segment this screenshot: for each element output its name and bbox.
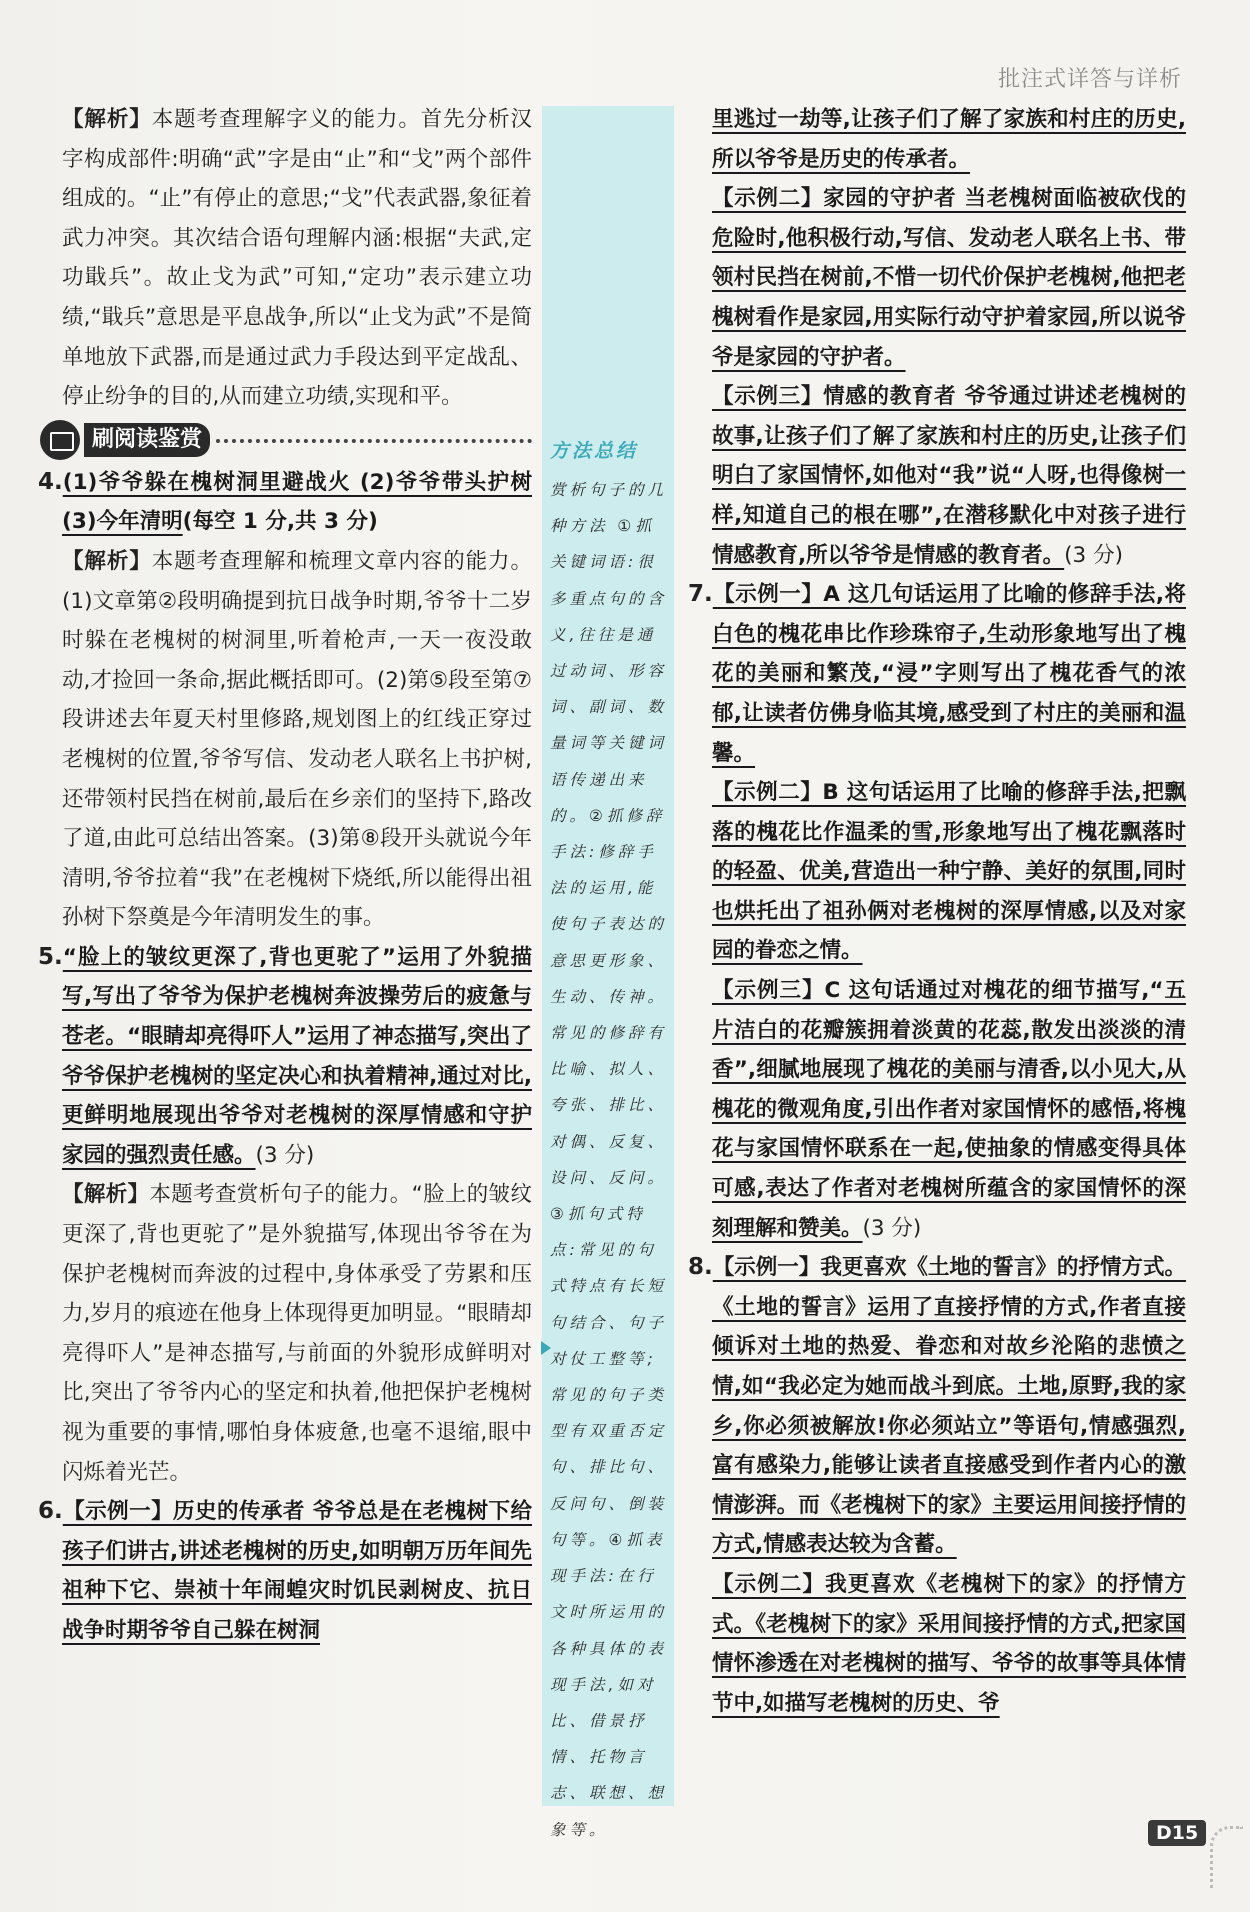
answer-text: 【示例一】历史的传承者 爷爷总是在老槐树下给孩子们讲古,讲述老槐树的历史,如明朝万历年间先祖种下它、崇祯十年闹蝗灾时饥民剥树皮、抗日战争时期爷爷自己躲在树洞 — [62, 1499, 532, 1643]
corner-decoration — [1210, 1826, 1243, 1889]
question-5-analysis — [62, 1175, 532, 1492]
analysis-paragraph — [62, 100, 532, 417]
question-7-example-3 — [712, 971, 1186, 1248]
answer-text: “脸上的皱纹更深了,背也更驼了”运用了外貌描写,写出了爷爷为保护老槐树奔波操劳后的疲惫与苍老。“眼睛却亮得吓人”运用了神态描写,突出了爷爷保护老槐树的坚定决心和执着精神,通过对比,更鲜明地展现出爷爷对老槐树的深厚情感和守护家园的强烈责任感。 — [62, 944, 532, 1168]
method-summary-text: 赏析句子的几种方法 ①抓关键词语:很多重点句的含义,往往是通过动词、形容词、副词、数量词等关键词语传递出来的。②抓修辞手法:修辞手法的运用,能使句子表达的意思更形象、生动、传神。常见的修辞有比喻、拟人、夸张、排比、对偶、反复、设问、反问。③抓句式特点:常见的句式特点有长短句结合、句子对仗工整等;常见的句子类型有双重否定句、排比句、反问句、倒装句等。④抓表现手法:在行文时所运用的各种具体的表现手法,如对比、借景抒情、托物言志、联想、想象等。 — [550, 481, 668, 1839]
score-text: (3 分) — [255, 1142, 315, 1168]
question-7 — [688, 575, 1186, 773]
analysis-tag: 【解析】 — [62, 107, 152, 132]
analysis-text: 本题考查理解字义的能力。首先分析汉字构成部件:明确“武”字是由“止”和“戈”两个部件组成的。“止”有停止的意思;“戈”代表武器,象征着武力冲突。其次结合语句理解内涵:根据“夫武,定功戢兵”。故止戈为武”可知,“定功”表示建立功绩,“戢兵”意思是平息战争,所以“止戈为武”不是简单地放下武器,而是通过武力手段达到平定战乱、停止纷争的目的,从而建立功绩,实现和平。 — [62, 107, 532, 410]
page-number: D15 — [1148, 1820, 1206, 1846]
answer-text: 【示例三】C 这句话通过对槐花的细节描写,“五片洁白的花瓣簇拥着淡黄的花蕊,散发出淡淡的清香”,细腻地展现了槐花的美丽与清香,以小见大,从槐花的微观角度,引出作者对家国情怀的感悟,将槐花与家国情怀联系在一起,使抽象的情感变得具体可感,表达了作者对老槐树所蕴含的家国情怀的深刻理解和赞美。 — [712, 978, 1186, 1241]
answer-text: 【示例一】A 这几句话运用了比喻的修辞手法,将白色的槐花串比作珍珠帘子,生动形象地写出了槐花的美丽和繁茂,“浸”字则写出了槐花香气的浓郁,让读者仿佛身临其境,感受到了村庄的美丽和温馨。 — [712, 582, 1186, 766]
question-number: 7. — [688, 581, 713, 608]
analysis-tag: 【解析】 — [62, 548, 152, 574]
right-column — [688, 100, 1186, 1723]
section-header — [40, 419, 532, 461]
question-7-example-2: 【示例二】B 这句话运用了比喻的修辞手法,把飘落的槐花比作温柔的雪,形象地写出了槐花飘落时的轻盈、优美,营造出一种宁静、美好的氛围,同时也烘托出了祖孙俩对老槐树的深厚情感,以及对家园的眷恋之情。 — [712, 780, 1186, 964]
question-4 — [38, 463, 532, 542]
answer-text: 【示例三】情感的教育者 爷爷通过讲述老槐树的故事,让孩子们了解了家族和村庄的历史,让孩子们明白了家国情怀,如他对“我”说“人呀,也得像树一样,知道自己的根在哪”,在潜移默化中对孩子进行情感教育,所以爷爷是情感的教育者。 — [712, 384, 1186, 568]
answer-text: 【示例一】我更喜欢《土地的誓言》的抒情方式。《土地的誓言》运用了直接抒情的方式,作者直接倾诉对土地的热爱、眷恋和对故乡沦陷的悲愤之情,如“我必定为她而战斗到底。土地,原野,我的家乡,你必须被解放!你必须站立”等语句,情感强烈,富有感染力,能够让读者直接感受到作者内心的激情澎湃。而《老槐树下的家》主要运用间接抒情的方式,情感表达较为含蓄。 — [712, 1255, 1186, 1558]
question-6-example-2: 【示例二】家园的守护者 当老槐树面临被砍伐的危险时,他积极行动,写信、发动老人联名上书、带领村民挡在树前,不惜一切代价保护老槐树,他把老槐树看作是家园,用实际行动守护着家园,所以说爷爷是家园的守护者。 — [712, 186, 1186, 370]
method-summary-title: 方法总结 — [550, 440, 639, 462]
running-header: 批注式详答与详析 — [997, 67, 1182, 92]
question-6 — [38, 1492, 532, 1650]
section-title: 刷阅读鉴赏 — [84, 423, 210, 457]
analysis-tag: 【解析】 — [62, 1182, 150, 1208]
question-5 — [38, 938, 532, 1176]
question-6-example-3 — [712, 377, 1186, 575]
score-text: (3 分) — [1064, 542, 1123, 568]
score-text: (每空 1 分,共 3 分) — [182, 509, 378, 535]
question-4-analysis — [62, 542, 532, 938]
analysis-text: 本题考查理解和梳理文章内容的能力。(1)文章第②段明确提到抗日战争时期,爷爷十二岁时躲在老槐树的树洞里,听着枪声,一天一夜没敢动,才捡回一条命,据此概括即可。(2)第⑤段至第⑦段讲述去年夏天村里修路,规划图上的红线正穿过老槐树的位置,爷爷写信、发动老人联名上书护树,还带领村民挡在树前,最后在乡亲们的坚持下,路改了道,由此可总结出答案。(3)第⑧段开头就说今年清明,爷爷拉着“我”在老槐树下烧纸,所以能得出祖孙树下祭奠是今年清明发生的事。 — [62, 548, 532, 931]
left-column — [38, 100, 532, 1651]
analysis-text: 本题考查赏析句子的能力。“脸上的皱纹更深了,背也更驼了”是外貌描写,体现出爷爷在为保护老槐树而奔波的过程中,身体承受了劳累和压力,岁月的痕迹在他身上体现得更加明显。“眼睛却亮得吓人”是神态描写,与前面的外貌形成鲜明对比,突出了爷爷内心的坚定和执着,他把保护老槐树视为重要的事情,哪怕身体疲惫,也毫不退缩,眼中闪烁着光芒。 — [62, 1182, 532, 1485]
question-8-example-2: 【示例二】我更喜欢《老槐树下的家》的抒情方式。《老槐树下的家》采用间接抒情的方式,把家国情怀渗透在对老槐树的描写、爷爷的故事等具体情节中,如描写老槐树的历史、爷 — [712, 1571, 1186, 1716]
pointer-arrow-icon — [541, 1341, 551, 1355]
question-number: 4. — [38, 468, 63, 495]
question-6-continued: 里逃过一劫等,让孩子们了解了家族和村庄的历史,所以爷爷是历史的传承者。 — [712, 107, 1186, 172]
score-text: (3 分) — [862, 1215, 922, 1241]
book-icon — [40, 420, 80, 460]
dotted-divider — [216, 437, 532, 443]
question-8 — [688, 1248, 1186, 1565]
question-number: 8. — [688, 1254, 713, 1281]
question-number: 6. — [38, 1498, 63, 1525]
question-number: 5. — [38, 943, 63, 970]
answer-text: (1)爷爷躲在槐树洞里避战火 (2)爷爷带头护树 (3)今年清明 — [62, 469, 532, 535]
